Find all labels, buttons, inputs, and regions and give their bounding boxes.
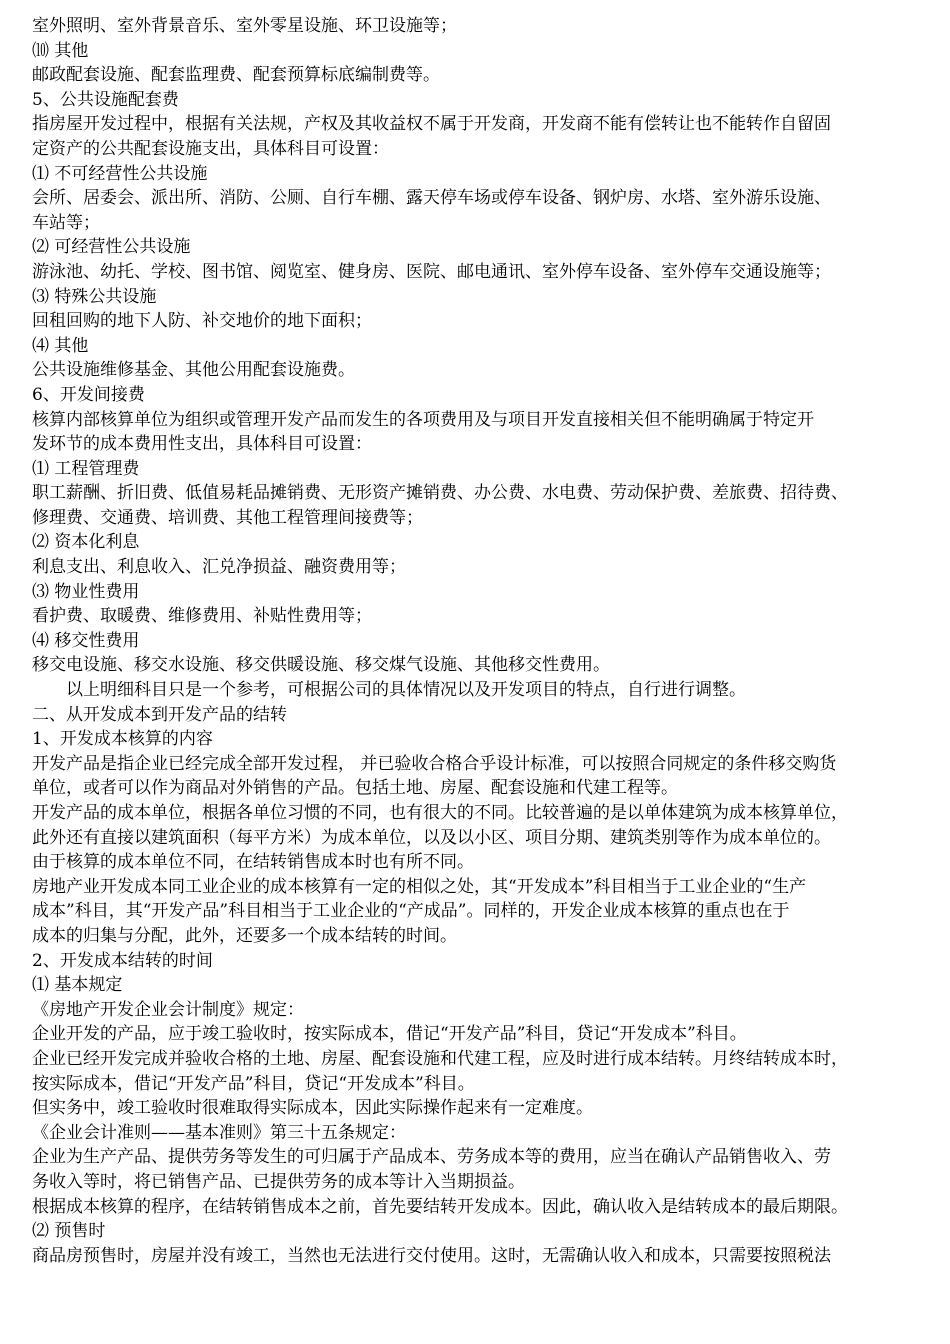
text-line: 开发产品的成本单位，根据各单位习惯的不同，也有很大的不同。比较普遍的是以单体建筑为成本核算单位， [32,803,848,823]
text-line: 企业为生产产品、提供劳务等发生的可归属于产品成本、劳务成本等的费用，应当在确认产品销售收入、劳 [32,1147,831,1168]
text-line: 务收入等时，将已销售产品、已提供劳务的成本等计入当期损益。 [32,1171,525,1192]
section-heading: 5、公共设施配套费 [32,89,179,110]
text-line: 《企业会计准则——基本准则》第三十五条规定： [32,1122,406,1143]
section-heading: 6、开发间接费 [32,384,145,405]
text-line: 会所、居委会、派出所、消防、公厕、自行车棚、露天停车场或停车设备、钢炉房、水塔、室外游乐设施、 [32,188,831,209]
section-heading: 二、从开发成本到开发产品的结转 [32,704,287,725]
text-line: 定资产的公共配套设施支出，具体科目可设置： [32,138,389,159]
text-line: 车站等； [32,212,100,233]
item-heading: ⑷ 其他 [32,335,89,356]
text-line: 企业开发的产品，应于竣工验收时，按实际成本，借记“开发产品”科目，贷记“开发成本”科目。 [32,1024,747,1045]
text-line: 房地产业开发成本同工业企业的成本核算有一定的相似之处，其“开发成本”科目相当于工业企业的“生产 [32,876,807,897]
text-line: 开发产品是指企业已经完成全部开发过程， 并已验收合格合乎设计标准，可以按照合同规定的条件移交购货 [32,753,837,774]
text-line: 看护费、取暖费、维修费用、补贴性费用等； [32,606,372,627]
text-line: 职工薪酬、折旧费、低值易耗品摊销费、无形资产摊销费、办公费、水电费、劳动保护费、差旅费、招待费、 [32,483,848,504]
item-heading: ⑷ 移交性费用 [32,630,140,651]
item-heading: ⑶ 物业性费用 [32,581,140,602]
item-heading: ⑵ 资本化利息 [32,532,140,553]
text-line: 回租回购的地下人防、补交地价的地下面积； [32,311,372,332]
text-line: 成本的归集与分配，此外，还要多一个成本结转的时间。 [32,925,457,946]
text-line: 核算内部核算单位为组织或管理开发产品而发生的各项费用及与项目开发直接相关但不能明确属于特定开 [32,409,814,430]
text-line: 按实际成本，借记“开发产品”科目，贷记“开发成本”科目。 [32,1073,475,1094]
text-line: 单位，或者可以作为商品对外销售的产品。包括土地、房屋、配套设施和代建工程等。 [32,778,678,799]
text-line: 此外还有直接以建筑面积（每平方米）为成本单位，以及以小区、项目分期、建筑类别等作为成本单位的。 [32,827,831,848]
text-line: 由于核算的成本单位不同，在结转销售成本时也有所不同。 [32,852,474,873]
note-line: 以上明细科目只是一个参考，可根据公司的具体情况以及开发项目的特点，自行进行调整。 [66,680,746,701]
text-line: 室外照明、室外背景音乐、室外零星设施、环卫设施等； [32,16,457,36]
text-line: 发环节的成本费用性支出，具体科目可设置： [32,434,372,455]
text-line: 成本”科目，其“开发产品”科目相当于工业企业的“产成品”。同样的，开发企业成本核算的重点也在于 [32,901,790,922]
section-heading: 2、开发成本结转的时间 [32,950,213,971]
text-line: 公共设施维修基金、其他公用配套设施费。 [32,360,355,381]
text-line: 游泳池、幼托、学校、图书馆、阅览室、健身房、医院、邮电通讯、室外停车设备、室外停车交通设施等； [32,261,831,282]
item-heading: ⑴ 基本规定 [32,975,123,996]
item-heading: ⑴ 工程管理费 [32,458,140,479]
text-line: 利息支出、利息收入、汇兑净损益、融资费用等； [32,557,406,578]
text-line: 但实务中，竣工验收时很难取得实际成本，因此实际操作起来有一定难度。 [32,1098,593,1119]
item-heading: ⑶ 特殊公共设施 [32,286,157,307]
text-line: 企业已经开发完成并验收合格的土地、房屋、配套设施和代建工程，应及时进行成本结转。月终结转成本时， [32,1048,848,1069]
text-line: 《房地产开发企业会计制度》规定： [32,999,304,1020]
text-line: 邮政配套设施、配套监理费、配套预算标底编制费等。 [32,65,440,86]
text-line: 指房屋开发过程中，根据有关法规，产权及其收益权不属于开发商，开发商不能有偿转让也不能转作自留固 [32,114,831,135]
text-line: 商品房预售时，房屋并没有竣工，当然也无法进行交付使用。这时，无需确认收入和成本，只需要按照税法 [32,1245,831,1266]
item-heading: ⑵ 可经营性公共设施 [32,237,191,258]
text-line: 移交电设施、移交水设施、移交供暖设施、移交煤气设施、其他移交性费用。 [32,655,610,676]
item-heading: ⑽ 其他 [32,40,89,61]
item-heading: ⑴ 不可经营性公共设施 [32,163,208,184]
section-heading: 1、开发成本核算的内容 [32,729,213,750]
text-line: 根据成本核算的程序，在结转销售成本之前，首先要结转开发成本。因此，确认收入是结转成本的最后期限。 [32,1196,848,1217]
document-body [32,14,924,1268]
text-line: 修理费、交通费、培训费、其他工程管理间接费等； [32,507,423,528]
item-heading: ⑵ 预售时 [32,1221,106,1242]
